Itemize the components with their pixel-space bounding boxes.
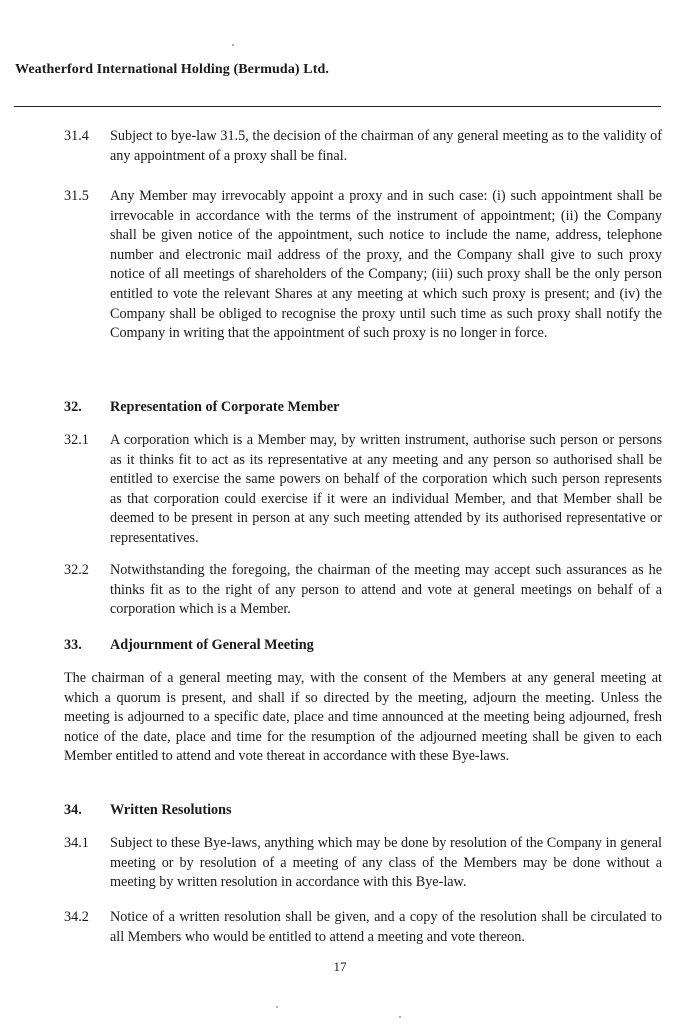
scan-speck (232, 44, 234, 46)
section-title-34: Written Resolutions (110, 802, 232, 818)
clause-31-5-text: Any Member may irrevocably appoint a proxy and in such case: (i) such appointment shall be irrevocable in accordance with the terms of the instrument of appointment; (ii) the Company shall be given notice of the appointment, such notice to include the name, address, telephone number and electronic mail address of the proxy, and the Company shall give to such proxy notice of all meetings of shareholders of the Company; (iii) such proxy shall be the only person entitled to vote the relevant Shares at any meeting at which such proxy is present; and (iv) the Company shall be obliged to recognise the proxy until such time as such proxy shall notify the Company in writing that the appointment of such proxy is no longer in force. (110, 188, 662, 342)
clause-31-4-text: Subject to bye-law 31.5, the decision of the chairman of any general meeting as to the validity of any appointment of a proxy shall be final. (110, 128, 662, 164)
scan-speck (399, 1016, 401, 1018)
clause-number-32-1: 32.1 (64, 432, 89, 448)
header-rule (14, 106, 661, 107)
clause-34-2-text: Notice of a written resolution shall be given, and a copy of the resolution shall be circulated to all Members who would be entitled to attend a meeting and vote thereon. (110, 909, 662, 945)
section-number-34: 34. (64, 802, 82, 818)
section-number-33: 33. (64, 637, 82, 653)
clause-number-34-1: 34.1 (64, 835, 89, 851)
clause-34-1-text: Subject to these Bye-laws, anything which may be done by resolution of the Company in general meeting or by resolution of a meeting of any class of the Members may be done without a meeting by written resolution in accordance with this Bye-law. (110, 835, 662, 891)
clause-32-1-text: A corporation which is a Member may, by written instrument, authorise such person or persons as it thinks fit to act as its representative at any meeting and any person so authorised shall be entitled to exercise the same powers on behalf of the corporation which such person represents as that corporation could exercise if it were an individual Member, and that Member shall be deemed to be present in person at any such meeting attended by its authorised representative or representatives. (110, 432, 662, 546)
clause-number-31-5: 31.5 (64, 188, 89, 204)
section-title-32: Representation of Corporate Member (110, 399, 340, 415)
section-title-33: Adjournment of General Meeting (110, 637, 314, 653)
clause-number-34-2: 34.2 (64, 909, 89, 925)
section-33-text: The chairman of a general meeting may, with the consent of the Members at any general meeting at which a quorum is present, and shall if so directed by the meeting, adjourn the meeting. Unless the meeting is adjourned to a specific date, place and time announced at the meeting being adjourned, fresh notice of the date, place and time for the resumption of the adjourned meeting shall be given to each Member entitled to attend and vote thereat in accordance with these Bye-laws. (64, 670, 662, 765)
clause-number-31-4: 31.4 (64, 128, 89, 144)
page-number: 17 (333, 959, 347, 974)
company-header: Weatherford International Holding (Bermuda) Ltd. (15, 62, 329, 77)
scan-speck (276, 1006, 278, 1008)
section-number-32: 32. (64, 399, 82, 415)
clause-number-32-2: 32.2 (64, 562, 89, 578)
clause-32-2-text: Notwithstanding the foregoing, the chairman of the meeting may accept such assurances as he thinks fit as to the right of any person to attend and vote at general meetings on behalf of a corporation which is a Member. (110, 562, 662, 618)
